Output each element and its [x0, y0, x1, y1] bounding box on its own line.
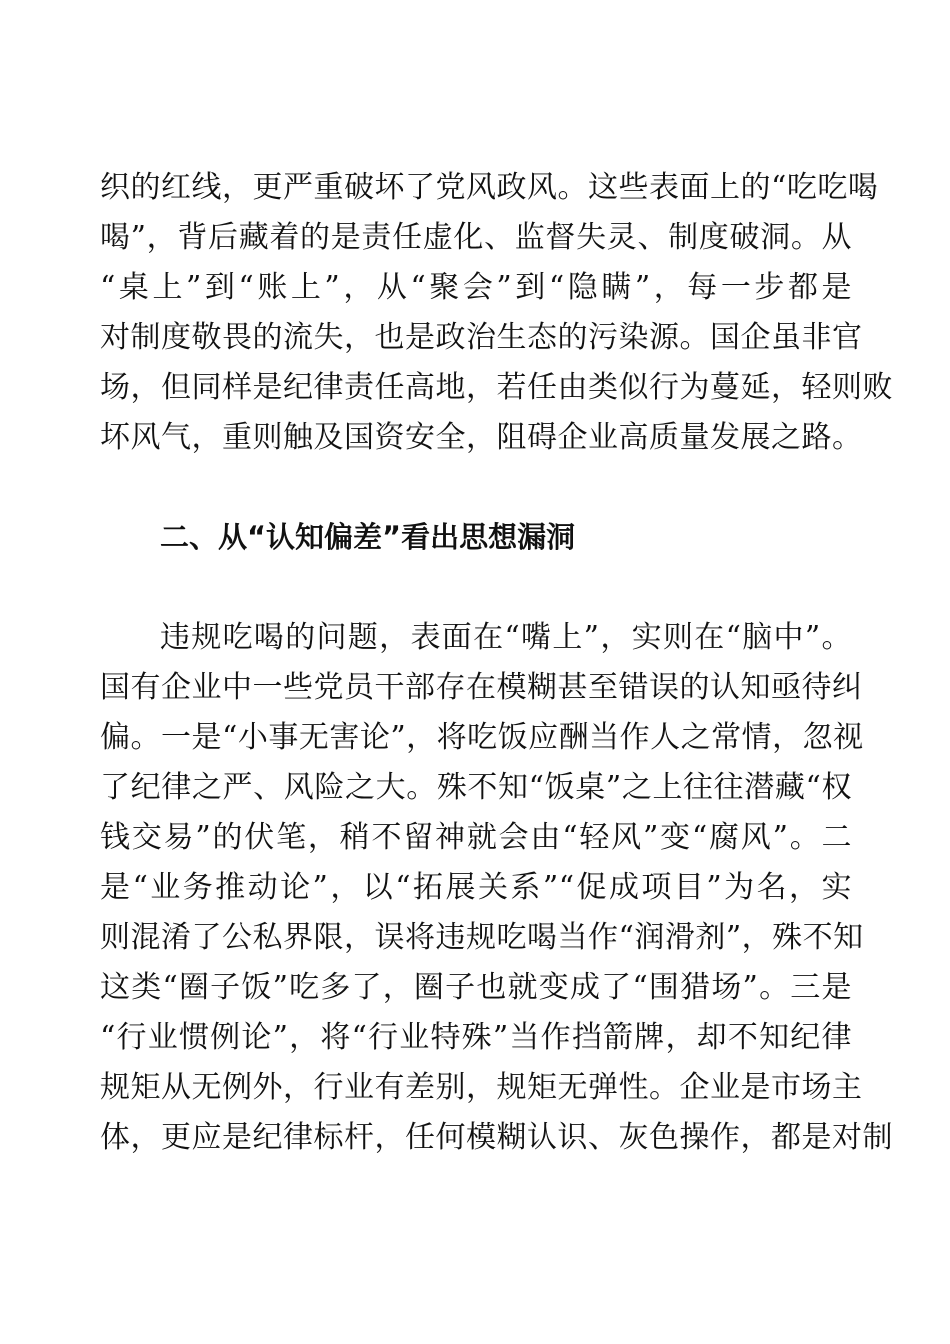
paragraph-1-line-2: 喝”，背后藏着的是责任虚化、监督失灵、制度破洞。从 — [100, 220, 852, 255]
paragraph-1-line-3: “桌上”到“账上”，从“聚会”到“隐瞒”，每一步都是 — [100, 270, 852, 305]
paragraph-2-line-5: 钱交易”的伏笔，稍不留神就会由“轻风”变“腐风”。二 — [100, 820, 852, 855]
paragraph-2-line-6: 是“业务推动论”，以“拓展关系”“促成项目”为名，实 — [100, 870, 852, 905]
paragraph-1-line-6: 坏风气，重则触及国资安全，阻碍企业高质量发展之路。 — [100, 420, 863, 455]
paragraph-2-line-1: 违规吃喝的问题，表面在“嘴上”，实则在“脑中”。 — [160, 620, 852, 655]
paragraph-2-line-7: 则混淆了公私界限，误将违规吃喝当作“润滑剂”，殊不知 — [100, 920, 864, 955]
paragraph-2-line-3: 偏。一是“小事无害论”，将吃饭应酬当作人之常情，忽视 — [100, 720, 864, 755]
paragraph-2-line-11: 体，更应是纪律标杆，任何模糊认识、灰色操作，都是对制 — [100, 1120, 893, 1155]
paragraph-2-line-4: 了纪律之严、风险之大。殊不知“饭桌”之上往往潜藏“权 — [100, 770, 852, 805]
paragraph-2-line-10: 规矩从无例外，行业有差别，规矩无弹性。企业是市场主 — [100, 1070, 863, 1105]
paragraph-1-line-4: 对制度敬畏的流失，也是政治生态的污染源。国企虽非官 — [100, 320, 863, 355]
paragraph-2-line-9: “行业惯例论”，将“行业特殊”当作挡箭牌，却不知纪律 — [100, 1020, 852, 1055]
section-heading: 二、从“认知偏差”看出思想漏洞 — [160, 520, 576, 554]
paragraph-2-line-8: 这类“圈子饭”吃多了，圈子也就变成了“围猎场”。三是 — [100, 970, 852, 1005]
paragraph-1-line-5: 场，但同样是纪律责任高地，若任由类似行为蔓延，轻则败 — [100, 370, 893, 405]
paragraph-1-line-1: 织的红线，更严重破坏了党风政风。这些表面上的“吃吃喝 — [100, 170, 879, 205]
paragraph-2-line-2: 国有企业中一些党员干部存在模糊甚至错误的认知亟待纠 — [100, 670, 863, 705]
